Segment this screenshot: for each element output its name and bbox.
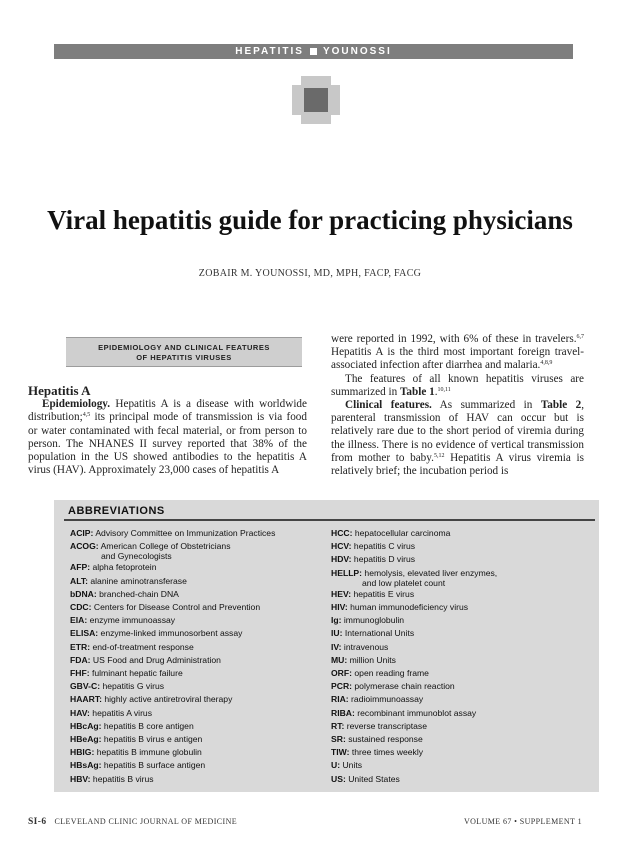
paragraph-text: , parenteral transmission of HAV can occur but is relatively rare due to the short period of viremia during the illness. There is no evidence of vertical transmission from mother to baby.	[331, 399, 585, 464]
abbreviations-left-column	[70, 527, 320, 786]
abbreviation-term: Ig:	[331, 615, 342, 626]
abbreviation-term: HDV:	[331, 554, 352, 565]
abbreviation-entry	[331, 567, 581, 588]
footer-volume: VOLUME 67 • SUPPLEMENT 1	[463, 817, 582, 826]
subsection-heading: Hepatitis A	[28, 383, 91, 398]
running-header-topic: HEPATITIS	[235, 46, 304, 57]
abbreviation-entry	[70, 746, 320, 759]
abbreviation-entry	[70, 707, 320, 720]
abbreviation-definition: reverse transcriptase	[344, 720, 428, 731]
paragraph-text: The features of all known hepatitis viruses are summarized in	[331, 372, 584, 398]
abbreviation-definition: US Food and Drug Administration	[90, 654, 221, 665]
abbreviation-definition: hepatitis B surface antigen	[101, 760, 206, 771]
abbreviation-term: HCV:	[331, 541, 352, 552]
left-text-column	[28, 384, 307, 477]
abbreviation-definition: hepatitis B virus	[90, 773, 154, 784]
abbreviation-entry	[331, 588, 581, 601]
abbreviation-term: ACIP:	[70, 528, 94, 538]
abbreviation-term: AFP:	[70, 562, 91, 573]
abbreviation-entry	[331, 527, 581, 540]
abbreviation-definition: hepatitis B core antigen	[101, 720, 194, 731]
section-heading-box	[66, 337, 302, 367]
abbreviation-entry	[331, 540, 581, 553]
abbreviation-entry	[331, 693, 581, 706]
abbreviation-term: FDA:	[70, 654, 91, 665]
abbreviation-entry	[331, 759, 581, 772]
abbreviation-definition: Centers for Disease Control and Prevention	[91, 602, 261, 613]
footer-left	[28, 817, 237, 827]
abbreviation-term: ETR:	[70, 641, 91, 652]
journal-name: CLEVELAND CLINIC JOURNAL OF MEDICINE	[54, 817, 238, 826]
abbreviation-definition: fulminant hepatic failure	[89, 668, 183, 679]
abbreviation-entry	[70, 641, 320, 654]
abbreviation-term: bDNA:	[70, 588, 97, 599]
abbreviation-definition-continued: and low platelet count	[362, 577, 446, 588]
section-heading-line-1: EPIDEMIOLOGY AND CLINICAL FEATURES	[98, 343, 270, 352]
abbreviation-term: HAV:	[70, 707, 90, 718]
abbreviation-definition: hepatitis E virus	[351, 588, 415, 599]
abbreviation-definition: intravenous	[341, 641, 389, 652]
abbreviation-entry	[70, 773, 320, 786]
abbreviation-entry	[331, 773, 581, 786]
abbreviation-definition-continued: and Gynecologists	[101, 551, 172, 562]
abbreviation-entry	[70, 627, 320, 640]
abbreviation-term: HAART:	[70, 694, 102, 705]
abbreviation-entry	[331, 601, 581, 614]
reference-superscript: 4,5	[82, 412, 91, 419]
abbreviation-definition: hepatocellular carcinoma	[352, 528, 451, 538]
abbreviation-definition: hemolysis, elevated liver enzymes,	[362, 567, 498, 578]
abbreviation-term: US:	[331, 773, 346, 784]
abbreviation-definition: International Units	[342, 628, 415, 639]
abbreviation-term: RIBA:	[331, 707, 355, 718]
abbreviation-term: HELLP:	[331, 567, 363, 578]
abbreviation-term: U:	[331, 760, 341, 771]
table-reference: Table 1	[399, 385, 435, 398]
paragraph-text: Hepatitis A is the third most important foreign travel-associated infection after diarrhea and malaria.	[331, 346, 584, 372]
paragraph-text: As summarized in	[431, 399, 541, 412]
abbreviations-divider	[64, 519, 595, 521]
abbreviation-definition: open reading frame	[352, 668, 429, 679]
abbreviation-entry	[331, 627, 581, 640]
abbreviation-definition: polymerase chain reaction	[352, 681, 455, 692]
abbreviation-term: RIA:	[331, 694, 349, 705]
abbreviation-entry	[70, 733, 320, 746]
abbreviation-definition: hepatitis B virus e antigen	[101, 734, 203, 745]
abbreviation-term: IU:	[331, 628, 343, 639]
abbreviation-entry	[70, 654, 320, 667]
abbreviation-definition: branched-chain DNA	[96, 588, 179, 599]
article-title: Viral hepatitis guide for practicing physicians	[47, 205, 573, 235]
clinical-features-paragraph	[331, 399, 584, 478]
section-heading-line-2: OF HEPATITIS VIRUSES	[136, 353, 232, 362]
journal-logo-icon	[292, 76, 340, 124]
abbreviation-term: EIA:	[70, 615, 88, 626]
abbreviation-entry	[331, 667, 581, 680]
abbreviation-entry	[331, 654, 581, 667]
abbreviation-definition: alanine aminotransferase	[87, 575, 187, 586]
abbreviation-definition: hepatitis G virus	[100, 681, 165, 692]
abbreviation-entry	[331, 733, 581, 746]
abbreviation-definition: alpha fetoprotein	[90, 562, 157, 573]
abbreviation-term: ORF:	[331, 668, 353, 679]
abbreviation-definition: Advisory Committee on Immunization Practices	[93, 528, 276, 538]
abbreviation-entry	[70, 540, 320, 561]
abbreviation-entry	[331, 641, 581, 654]
abbreviation-term: MU:	[331, 654, 348, 665]
abbreviation-definition: million Units	[347, 654, 396, 665]
abbreviation-entry	[70, 561, 320, 574]
abbreviation-entry	[331, 720, 581, 733]
abbreviation-definition: hepatitis B immune globulin	[94, 747, 202, 758]
paragraph-text: its principal mode of transmission is via food or water contaminated with fecal material, or from person to person. The NHANES II survey reported that 38% of the population in the US showed antibodies to the hepatitis A virus (HAV). Approximately 23,000 cases of hepatitis A	[28, 411, 307, 477]
abbreviation-definition: highly active antiretroviral therapy	[101, 694, 233, 705]
abbreviation-entry	[70, 759, 320, 772]
abbreviation-term: IV:	[331, 641, 342, 652]
paragraph-text: Hepatitis A is a disease with worldwide distribution;	[28, 398, 307, 424]
abbreviations-right-column	[331, 527, 581, 786]
abbreviation-term: HCC:	[331, 528, 353, 538]
abbreviation-entry	[70, 588, 320, 601]
epidemiology-paragraph	[28, 398, 307, 477]
abbreviation-term: ELISA:	[70, 628, 99, 639]
features-paragraph: The features of all known hepatitis viruses are summarized in Table 1.$^{10,11}$	[331, 372, 584, 398]
paragraph-lead: Clinical features.	[345, 399, 432, 412]
abbreviation-entry	[70, 720, 320, 733]
abbreviation-definition: enzyme immunoassay	[87, 615, 176, 626]
page-number: SI-6	[28, 817, 47, 827]
abbreviation-entry	[331, 680, 581, 693]
abbreviation-entry	[70, 601, 320, 614]
abbreviation-term: CDC:	[70, 602, 92, 613]
abbreviation-term: HBeAg:	[70, 734, 102, 745]
abbreviation-term: GBV-C:	[70, 681, 101, 692]
abbreviation-term: HBsAg:	[70, 760, 102, 771]
running-header-author: YOUNOSSI	[322, 46, 392, 57]
abbreviation-term: HBV:	[70, 773, 91, 784]
abbreviation-definition: hepatitis A virus	[89, 707, 153, 718]
abbreviation-entry	[70, 614, 320, 627]
abbreviations-title: ABBREVIATIONS	[68, 505, 165, 517]
abbreviation-term: HBcAg:	[70, 720, 102, 731]
abbreviation-term: SR:	[331, 734, 346, 745]
abbreviation-definition: Units	[340, 760, 363, 771]
abbreviation-definition: hepatitis C virus	[351, 541, 416, 552]
running-header-banner	[54, 44, 573, 59]
abbreviation-entry	[70, 575, 320, 588]
right-text-column	[331, 333, 584, 478]
abbreviation-entry	[70, 667, 320, 680]
abbreviation-term: HBIG:	[70, 747, 95, 758]
abbreviation-definition: human immunodeficiency virus	[347, 602, 469, 613]
abbreviation-definition: American College of Obstetricians	[98, 541, 231, 552]
reference-superscript: 4,8,9	[540, 360, 553, 367]
abbreviation-definition: recombinant immunoblot assay	[354, 707, 477, 718]
square-bullet-icon	[310, 48, 317, 55]
abbreviation-entry	[70, 693, 320, 706]
abbreviation-definition: United States	[345, 773, 400, 784]
abbreviation-definition: end-of-treatment response	[90, 641, 194, 652]
abbreviation-definition: enzyme-linked immunosorbent assay	[98, 628, 243, 639]
paragraph-text: Hepatitis A virus viremia is relatively brief; the incubation period is	[331, 451, 584, 478]
table-reference: Table 2	[540, 399, 582, 412]
reference-superscript: 10,11	[437, 386, 451, 393]
abbreviation-term: ALT:	[70, 575, 88, 586]
abbreviation-entry	[331, 614, 581, 627]
continued-paragraph	[331, 333, 584, 373]
abbreviation-definition: hepatitis D virus	[351, 554, 416, 565]
abbreviations-box	[54, 500, 599, 792]
abbreviation-term: RT:	[331, 720, 345, 731]
article-author: ZOBAIR M. YOUNOSSI, MD, MPH, FACP, FACG	[198, 268, 422, 279]
paragraph-lead: Epidemiology.	[42, 398, 111, 411]
abbreviation-entry	[331, 707, 581, 720]
abbreviation-definition: sustained response	[345, 734, 423, 745]
abbreviation-definition: three times weekly	[349, 747, 424, 758]
abbreviation-definition: radioimmunoassay	[348, 694, 424, 705]
abbreviation-term: PCR:	[331, 681, 353, 692]
abbreviation-definition: immunoglobulin	[341, 615, 405, 626]
reference-superscript: 5,12	[433, 452, 445, 459]
abbreviation-term: HEV:	[331, 588, 352, 599]
abbreviation-term: HIV:	[331, 602, 348, 613]
abbreviation-entry	[70, 680, 320, 693]
abbreviation-term: FHF:	[70, 668, 90, 679]
abbreviation-term: ACOG:	[70, 541, 99, 552]
reference-superscript: 6,7	[576, 334, 584, 340]
paragraph-text: were reported in 1992, with 6% of these in travelers.	[331, 333, 577, 345]
abbreviation-entry	[331, 746, 581, 759]
abbreviation-entry	[331, 553, 581, 566]
abbreviation-term: TIW:	[331, 747, 350, 758]
abbreviation-entry	[70, 527, 320, 540]
